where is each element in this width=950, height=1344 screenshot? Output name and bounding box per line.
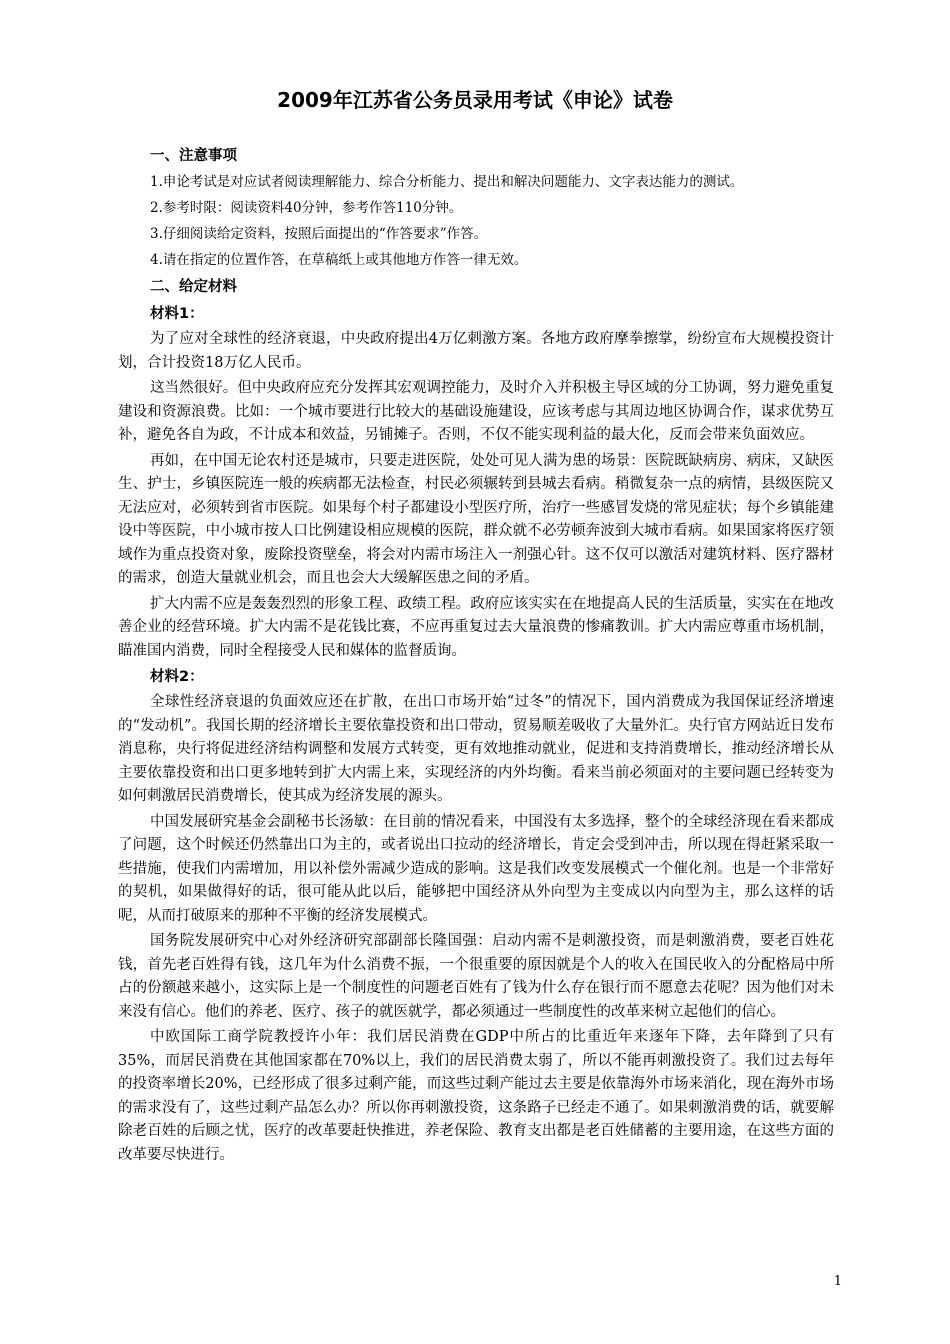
material-paragraph: 国务院发展研究中心对外经济研究部副部长隆国强：启动内需不是刺激投资，而是刺激消费，要老百姓花钱，首先老百姓得有钱，这几年为什么消费不振，一个很重要的原因就是个人的收入在国民收入的分配格局中所占的份额越来越小，这实际上是一个制度性的问题老百姓有了钱为什么存在银行而不愿意去花呢？因为他们对未来没有信心。他们的养老、医疗、孩子的就医就学，都必须通过一些制度性的改革来树立起他们的信心。 — [118, 933, 834, 1020]
note-item: 3.仔细阅读给定资料，按照后面提出的“作答要求”作答。 — [150, 226, 488, 242]
note-item: 1.申论考试是对应试者阅读理解能力、综合分析能力、提出和解决问题能力、文字表达能力的测试。 — [150, 174, 744, 190]
page-number: 1 — [833, 1274, 842, 1289]
material-paragraph: 为了应对全球性的经济衰退，中央政府提出4万亿刺激方案。各地方政府摩拳擦掌，纷纷宣布大规模投资计划，合计投资18万亿人民币。 — [118, 331, 834, 371]
note-item: 4.请在指定的位置作答，在草稿纸上或其他地方作答一律无效。 — [150, 252, 528, 268]
note-item: 2.参考时限：阅读资料40分钟，参考作答110分钟。 — [150, 200, 463, 216]
section-heading-materials: 二、给定材料 — [150, 279, 237, 295]
material-label: 材料1： — [150, 306, 204, 322]
page-title: 2009年江苏省公务员录用考试《申论》试卷 — [277, 88, 673, 112]
section-heading-notes: 一、注意事项 — [150, 148, 237, 164]
material-label: 材料2： — [150, 669, 204, 685]
material-paragraph: 中国发展研究基金会副秘书长汤敏：在目前的情况看来，中国没有太多选择，整个的全球经济现在看来都成了问题，这个时候还仍然靠出口为主的，或者说出口拉动的经济增长，肯定会受到冲击，所以现在得赶紧采取一些措施，使我们内需增加，用以补偿外需减少造成的影响。这是我们改变发展模式一个催化剂。也是一个非常好的契机，如果做得好的话，很可能从此以后，能够把中国经济从外向型为主变成以内向型为主，那么这样的话呢，从而打破原来的那种不平衡的经济发展模式。 — [118, 813, 834, 924]
material-paragraph: 全球性经济衰退的负面效应还在扩散，在出口市场开始“过冬”的情况下，国内消费成为我国保证经济增速的“发动机”。我国长期的经济增长主要依靠投资和出口带动，贸易顺差吸收了大量外汇。央行官方网站近日发布消息称，央行将促进经济结构调整和发展方式转变，更有效地推动就业，促进和支持消费增长，推动经济增长从主要依靠投资和出口更多地转到扩大内需上来，实现经济的内外均衡。看来当前必须面对的主要问题已经转变为如何刺激居民消费增长，使其成为经济发展的源头。 — [118, 694, 834, 804]
material-paragraph: 中欧国际工商学院教授许小年：我们居民消费在GDP中所占的比重近年来逐年下降，去年降到了只有35%，而居民消费在其他国家都在70%以上，我们的居民消费太弱了，所以不能再刺激投资了。我们过去每年的投资率增长20%，已经形成了很多过剩产能，而这些过剩产能过去主要是依靠海外市场来消化，现在海外市场的需求没有了，这些过剩产品怎么办？所以你再刺激投资，这条路子已经走不通了。如果刺激消费的话，就要解除老百姓的后顾之忧，医疗的改革要赶快推进，养老保险、教育支出都是老百姓储蓄的主要用途，在这些方面的改革要尽快进行。 — [118, 1029, 834, 1163]
material-paragraph: 扩大内需不应是轰轰烈烈的形象工程、政绩工程。政府应该实实在在地提高人民的生活质量，实实在在地改善企业的经营环境。扩大内需不是花钱比赛，不应再重复过去大量浪费的惨痛教训。扩大内需应尊重市场机制，瞄准国内消费，同时全程接受人民和媒体的监督质询。 — [118, 595, 834, 659]
document-body — [118, 144, 834, 1169]
material-paragraph: 这当然很好。但中央政府应充分发挥其宏观调控能力，及时介入并积极主导区域的分工协调，努力避免重复建设和资源浪费。比如：一个城市要进行比较大的基础设施建设，应该考虑与其周边地区协调合作，谋求优势互补，避免各自为政，不计成本和效益，另铺摊子。否则，不仅不能实现利益的最大化，反而会带来负面效应。 — [118, 380, 834, 443]
material-paragraph: 再如，在中国无论农村还是城市，只要走进医院，处处可见人满为患的场景：医院既缺病房、病床，又缺医生、护士，乡镇医院连一般的疾病都无法检查，村民必须辗转到县城去看病。稍微复杂一点的病情，县级医院又无法应对，必须转到省市医院。如果每个村子都建设小型医疗所，治疗一些感冒发烧的常见症状；每个乡镇能建设中等医院，中小城市按人口比例建设相应规模的医院，群众就不必劳顿奔波到大城市看病。如果国家将医疗领域作为重点投资对象，废除投资壁垒，将会对内需市场注入一剂强心针。这不仅可以激活对建筑材料、医疗器材的需求，创造大量就业机会，而且也会大大缓解医患之间的矛盾。 — [118, 452, 834, 586]
